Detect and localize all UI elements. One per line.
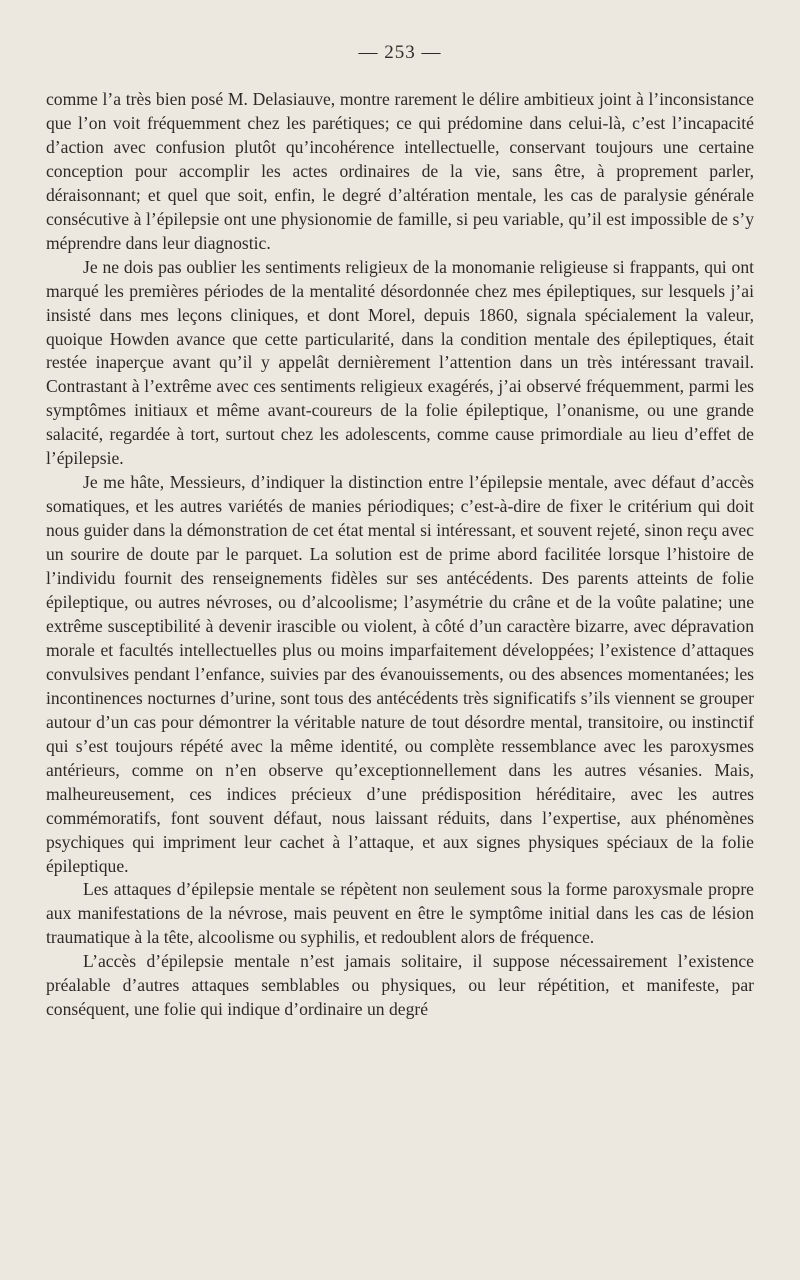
- body-text: [46, 88, 754, 1022]
- paragraph-4: Les attaques d’épilepsie mentale se répètent non seulement sous la forme paroxysmale propre aux manifestations de la névrose, mais peuvent en être le symptôme initial dans les cas de lésion traumatique à la tête, alcoolisme ou syphilis, et redoublent alors de fréquence.: [46, 879, 754, 948]
- paragraph-3: Je me hâte, Messieurs, d’indiquer la distinction entre l’épilepsie mentale, avec défaut d’accès somatiques, et les autres variétés de manies périodiques; c’est-à-dire de fixer le critérium qui doit nous guider dans la démonstration de cet état mental si intéressant, et souvent rejeté, sinon reçu avec un sourire de doute par le parquet. La solution est de prime abord facilitée lorsque l’histoire de l’individu fournit des renseignements fidèles sur ses antécédents. Des parents atteints de folie épileptique, ou autres névroses, ou d’alcoolisme; l’asymétrie du crâne et de la voûte palatine; une extrême susceptibilité à devenir irascible ou violent, à côté d’un caractère bizarre, avec dépravation morale et facultés intellectuelles plus ou moins imparfaitement développées; l’existence d’attaques convulsives pendant l’enfance, suivies par des évanouissements, ou des absences momentanées; les incontinences nocturnes d’urine, sont tous des antécédents très significatifs s’ils viennent se grouper autour d’un cas pour démontrer la véritable nature de tout désordre mental, transitoire, ou instinctif qui s’est toujours répété avec la même identité, ou complète ressemblance avec les paroxysmes antérieurs, comme on n’en observe qu’exceptionnellement dans les autres vésanies. Mais, malheureusement, ces indices précieux d’une prédisposition héréditaire, avec les autres commémoratifs, font souvent défaut, nous laissant réduits, dans l’expertise, aux phénomènes psychiques qui impriment leur cachet à l’attaque, et aux signes physiques spéciaux de la folie épileptique.: [46, 472, 754, 876]
- paragraph-5: L’accès d’épilepsie mentale n’est jamais solitaire, il suppose nécessairement l’existence préalable d’autres attaques semblables ou physiques, ou leur répétition, et manifeste, par conséquent, une folie qui indique d’ordinaire un degré: [46, 951, 754, 1020]
- paragraph-2: Je ne dois pas oublier les sentiments religieux de la monomanie religieuse si frappants, qui ont marqué les premières périodes de la mentalité désordonnée chez mes épileptiques, sur lesquels j’ai insisté dans mes leçons cliniques, et dont Morel, depuis 1860, signala spécialement la valeur, quoique Howden avance que cette particularité, dans la condition mentale des épileptiques, était restée inaperçue avant qu’il y appelât dernièrement l’attention dans un très intéressant travail. Contrastant à l’extrême avec ces sentiments religieux exagérés, j’ai observé fréquemment, parmi les symptômes initiaux et même avant-coureurs de la folie épileptique, l’onanisme, ou une grande salacité, regardée à tort, surtout chez les adolescents, comme cause primordiale au lieu d’effet de l’épilepsie.: [46, 256, 754, 469]
- paragraph-1: comme l’a très bien posé M. Delasiauve, montre rarement le délire ambitieux joint à l’inconsistance que l’on voit fréquemment chez les parétiques; ce qui prédomine dans celui-là, c’est l’incapacité d’action avec confusion plutôt qu’incohérence intellectuelle, conservant toujours une certaine conception pour accomplir les actes ordinaires de la vie, sans être, à proprement parler, déraisonnant; et quel que soit, enfin, le degré d’altération mentale, les cas de paralysie générale consécutive à l’épilepsie ont une physionomie de famille, si peu variable, qu’il est impossible de s’y méprendre dans leur diagnostic.: [46, 89, 754, 253]
- page-number: — 253 —: [358, 42, 442, 63]
